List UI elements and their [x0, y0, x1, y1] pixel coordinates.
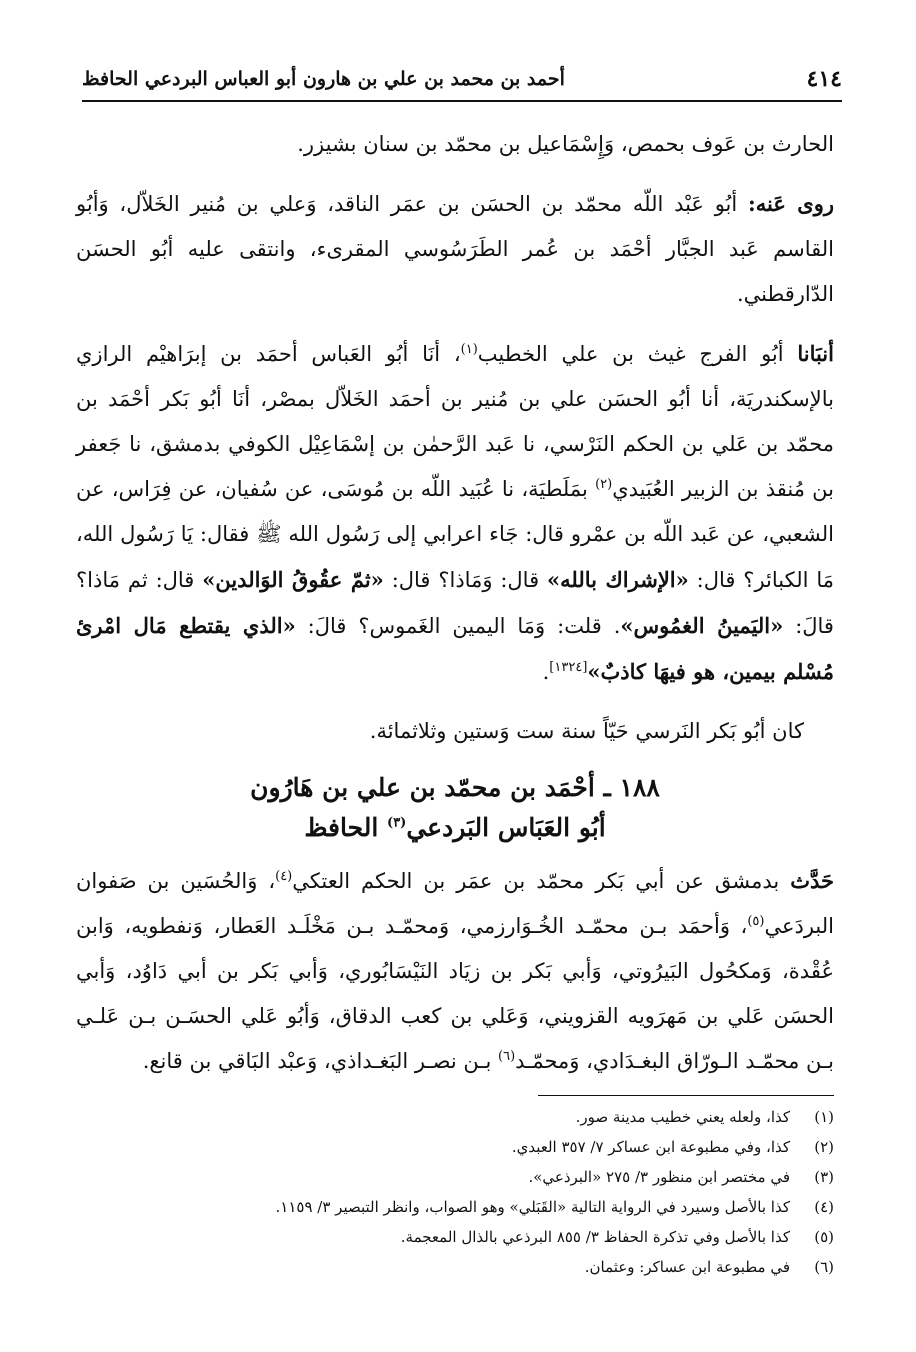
- paragraph-note: [76, 709, 834, 754]
- footnote-text: في مختصر ابن منظور ٣/ ٢٧٥ «البرذعي».: [528, 1168, 790, 1186]
- hadith-number: [١٣٢٤]: [549, 660, 588, 675]
- footnote: [74, 1132, 834, 1162]
- paragraph-text: الحارث بن عَوف بحمص، وَإِسْمَاعيل بن محمّد بن سنان بشيزر.: [297, 132, 834, 156]
- footnote-divider: [538, 1095, 834, 1096]
- paragraph-narrators: [76, 181, 834, 317]
- paragraph-text: بمَلَطيَة، نا عُبَيد اللّه بن مُوسَى، عن سُفيان، عن فِرَاس، عن الشعبي، عن عَبد اللّه بن عمْرو قال: جَاء اعرابي إلى رَسُول الله ﷺ فقال: يَا رَسُول الله، مَا الكبائر؟ قال:: [76, 477, 834, 592]
- footnote-text: كذا، وفي مطبوعة ابن عساكر ٧/ ٣٥٧ العبدي.: [511, 1138, 790, 1156]
- paragraph-text: بدمشق عن أبي بَكر محمّد بن عمَر بن الحكم العتكي: [292, 869, 791, 893]
- hadith-quote: «ثمّ عقُوقُ الوَالدين»: [202, 567, 384, 592]
- paragraph-text: ، أنَا أبُو العَباس أحمَد بن إبرَاهيْم الرازي بالإسكندريَة، أنا أبُو الحسَن علي بن مُنير بن أحمَد الخَلاّل بمصْر، أنَا أبُو بَكر أحْمَد بن محمّد بن عَلي بن الحكم النَرْسي، نا عَبد الرَّحمٰن بن إسْمَاعِيْل الكوفي بدمشق، نا جَعفر بن مُنقذ بن الزبير العُبَيدي: [76, 342, 834, 501]
- footnotes: [74, 1102, 834, 1282]
- entry-title-line1: ١٨٨ ـ أحْمَد بن محمّد بن علي بن هَارُون: [250, 773, 660, 802]
- paragraph-text: قال: وَمَاذا؟ قال:: [391, 568, 547, 592]
- paragraph-text: ، وَالحُسَين بن صَفوان البردَعي: [76, 869, 834, 938]
- footnote-text: في مطبوعة ابن عساكر: وعثمان.: [584, 1258, 790, 1276]
- hadith-quote: «اليَمينُ الغمُوس»: [620, 613, 784, 638]
- footnote-ref: (٥): [747, 914, 765, 929]
- paragraph-text: ، وَأحمَد بـن محمّـد الخُـوَارزمي، وَمحمّـد بـن مَخْلَـد العَطار، وَنفطويه، وَابن عُقْدة، وَمكحُول البَيرُوتي، وَأبي بَكر بن زيَاد النَيْسَابُوري، وَأبي بَكر بن أبي دَاوُد، وَأبي الحسَن عَلي بن مَهرَويه القزويني، وَعَلي بن كعب الدقاق، وَأبُو عَلي الحسَـن بـن عَلـي بـن محمّـد الـورّاق البغـدَادي، وَمحمّـد: [76, 914, 834, 1073]
- hadith-quote: «الإشراك بالله»: [547, 567, 689, 592]
- paragraph-text: .: [542, 660, 550, 684]
- footnote-number: (٥): [814, 1228, 834, 1246]
- paragraph-lead: حَدَّث: [790, 868, 834, 893]
- footnote-number: (٦): [814, 1258, 834, 1276]
- paragraph-text: بـن نصـر البَغـداذي، وَعبْد البَاقي بن قانع.: [142, 1049, 498, 1073]
- footnote-ref: (١): [460, 342, 478, 357]
- footnote: [74, 1192, 834, 1222]
- page-number: ٤١٤: [806, 66, 842, 92]
- footnote-text: كذا بالأصل وفي تذكرة الحفاظ ٣/ ٨٥٥ البرذعي بالذال المعجمة.: [400, 1228, 790, 1246]
- footnote-text: كذا، ولعله يعني خطيب مدينة صور.: [575, 1108, 790, 1126]
- footnote-ref: (٦): [498, 1049, 516, 1064]
- paragraph-entry: [76, 858, 834, 1084]
- entry-title-text: أبُو العَبَاس البَردعي: [406, 813, 606, 842]
- entry-title-text: الحافظ: [304, 813, 388, 842]
- paragraph-text: قال: ثم مَاذا؟ قالَ:: [76, 568, 834, 638]
- paragraph-lead: روى عَنه:: [748, 191, 834, 216]
- hadith-quote: «الذي يقتطع مَال امْرئ مُسْلم بيمين، هو فيهَا كاذبٌ»: [76, 613, 834, 684]
- footnote-ref: (٤): [275, 869, 293, 884]
- paragraph-teachers: [76, 122, 834, 167]
- footnote-ref: (٢): [595, 477, 613, 492]
- main-text: [76, 122, 834, 1098]
- paragraph-text: أبُو الفرج غيث بن علي الخطيب: [477, 342, 784, 366]
- entry-title-line2: [76, 808, 834, 848]
- footnote: [74, 1162, 834, 1192]
- footnote-text: كذا بالأصل وسيرد في الرواية التالية «القَبَلي» وهو الصواب، وانظر التبصير ٣/ ١١٥٩.: [275, 1198, 790, 1216]
- paragraph-text: . قلت: وَمَا اليمين الغَموس؟ قالَ:: [307, 614, 621, 638]
- footnote-number: (٣): [814, 1168, 834, 1186]
- page-header: [82, 58, 842, 102]
- paragraph-lead: أنبَانا: [797, 341, 834, 366]
- footnote: [74, 1252, 834, 1282]
- paragraph-text: كان أبُو بَكر النَرسي حَيّاً سنة ست وَستين وثلاثمائة.: [369, 719, 804, 743]
- footnote-number: (١): [814, 1108, 834, 1126]
- running-title: أحمد بن محمد بن علي بن هارون أبو العباس البردعي الحافظ: [82, 68, 565, 90]
- footnote-number: (٢): [814, 1138, 834, 1156]
- paragraph-text: أبُو عَبْد اللّه محمّد بن الحسَن بن عمَر الناقد، وَعلي بن مُنير الخَلاّل، وَأبُو القاسم عَبد الجبَّار أحْمَد بن عُمر الطَرَسُوسي المقرىء، وانتقى عليه أبُو الحسَن الدّارقطني.: [76, 192, 834, 306]
- footnote: [74, 1222, 834, 1252]
- footnote-ref: (٣): [387, 815, 407, 831]
- footnote-number: (٤): [814, 1198, 834, 1216]
- footnote: [74, 1102, 834, 1132]
- entry-title: [76, 768, 834, 848]
- paragraph-hadith: [76, 331, 834, 695]
